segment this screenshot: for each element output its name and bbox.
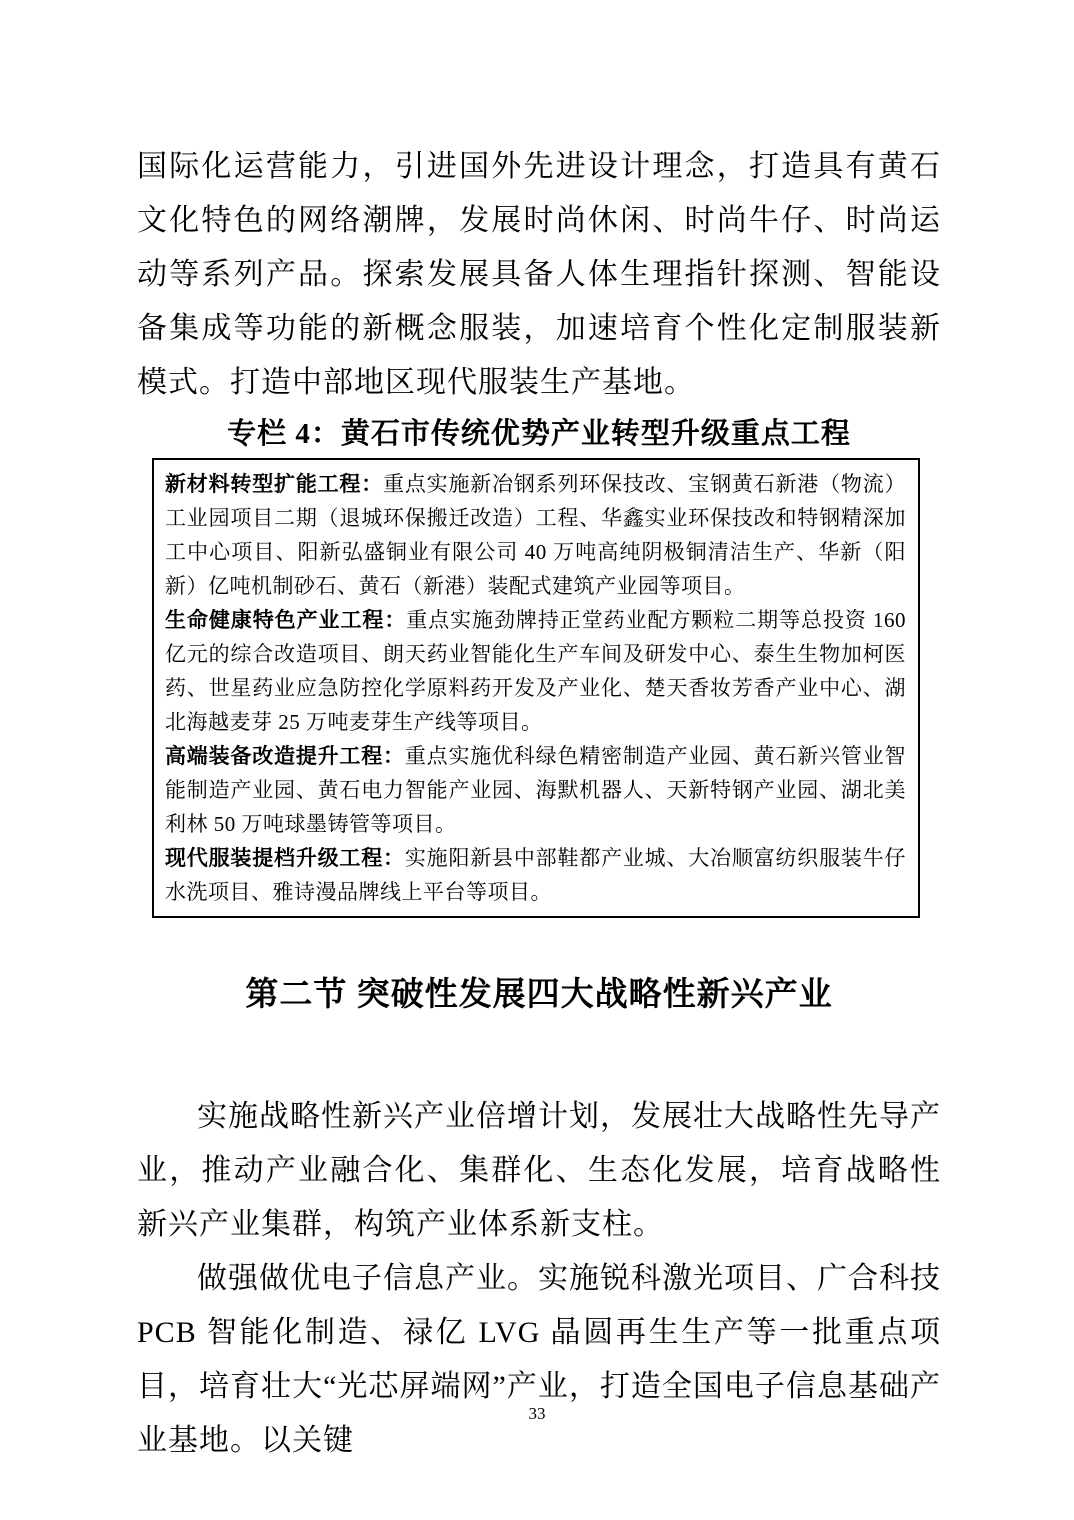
box-item-modern-clothing (165, 841, 906, 909)
box-item-label: 生命健康特色产业工程： (165, 608, 407, 632)
box-item-text: 重点实施新冶钢系列环保技改、宝钢黄石新港（物流）工业园项目二期（退城环保搬迁改造）工程、华鑫实业环保技改和特钢精深加工中心项目、阳新弘盛铜业有限公司 40 万吨高纯阴极铜清洁生产、华新（阳新）亿吨机制砂石、黄石（新港）装配式建筑产业园等项目。 (165, 472, 906, 598)
paragraph-strategic-industries: 实施战略性新兴产业倍增计划，发展壮大战略性先导产业，推动产业融合化、集群化、生态化发展，培育战略性新兴产业集群，构筑产业体系新支柱。 (137, 1100, 941, 1241)
page-number: 33 (528, 1404, 546, 1423)
box-item-text: 重点实施优科绿色精密制造产业园、黄石新兴管业智能制造产业园、黄石电力智能产业园、海默机器人、天新特钢产业园、湖北美利林 50 万吨球墨铸管等项目。 (165, 744, 907, 836)
box-item-label: 高端装备改造提升工程： (165, 744, 405, 768)
section-heading: 第二节 突破性发展四大战略性新兴产业 (245, 977, 833, 1013)
box-item-label: 现代服装提档升级工程： (165, 846, 405, 870)
key-projects-box (152, 458, 920, 918)
box-item-new-materials (165, 467, 906, 603)
paragraph-electronic-information: 做强做优电子信息产业。实施锐科激光项目、广合科技 PCB 智能化制造、禄亿 LVG 晶圆再生生产等一批重点项目，培育壮大“光芯屏端网”产业，打造全国电子信息基础产业基地。以关键 (137, 1262, 941, 1457)
box-title: 专栏 4：黄石市传统优势产业转型升级重点工程 (227, 418, 851, 450)
box-item-high-end-equipment (165, 739, 906, 841)
paragraph-clothing-industry: 国际化运营能力，引进国外先进设计理念，打造具有黄石文化特色的网络潮牌，发展时尚休闲、时尚牛仔、时尚运动等系列产品。探索发展具备人体生理指针探测、智能设备集成等功能的新概念服装，加速培育个性化定制服装新模式。打造中部地区现代服装生产基地。 (137, 150, 941, 399)
box-item-life-health (165, 603, 906, 739)
box-item-label: 新材料转型扩能工程： (165, 472, 384, 496)
box-item-text: 重点实施劲牌持正堂药业配方颗粒二期等总投资 160 亿元的综合改造项目、朗天药业智能化生产车间及研发中心、泰生生物加柯医药、世星药业应急防控化学原料药开发及产业化、楚天香妆芳香产业中心、湖北海越麦芽 25 万吨麦芽生产线等项目。 (165, 608, 906, 734)
box-item-text: 实施阳新县中部鞋都产业城、大冶顺富纺织服装牛仔水洗项目、雅诗漫品牌线上平台等项目。 (165, 846, 907, 904)
